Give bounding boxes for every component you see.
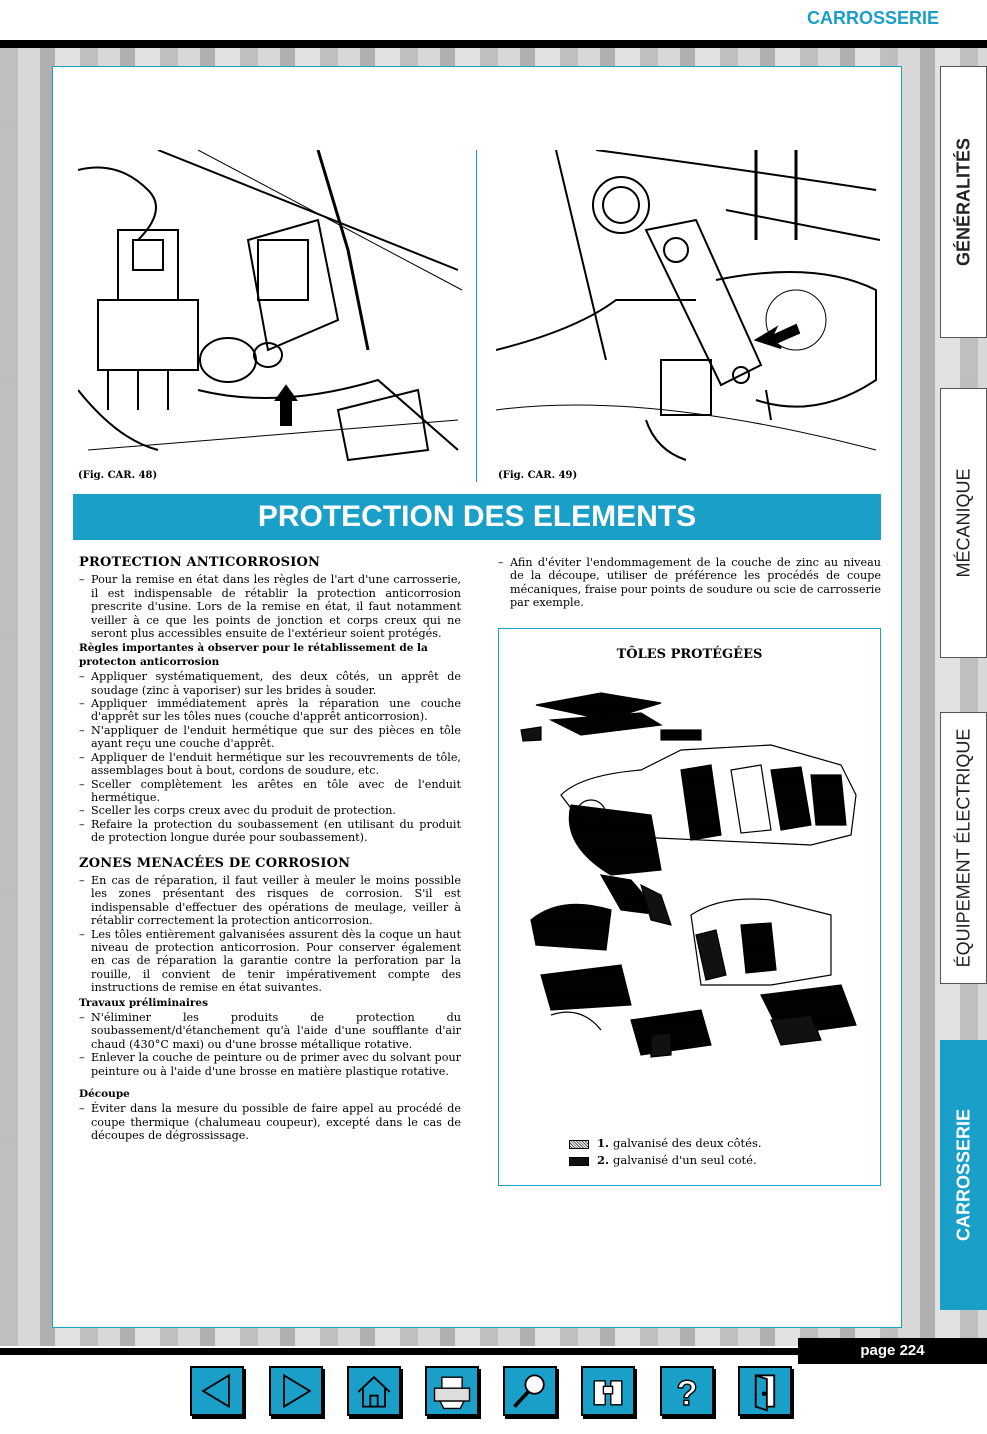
legend-number: 1. (597, 1136, 610, 1150)
subheading-travaux: Travaux préliminaires (79, 996, 209, 1009)
tab-equipement-electrique[interactable] (940, 712, 987, 984)
home-icon (349, 1368, 399, 1414)
print-button[interactable] (425, 1366, 479, 1416)
prelim-list (79, 1011, 461, 1078)
next-page-button[interactable] (269, 1366, 323, 1416)
legend-item (569, 1152, 762, 1169)
legend-text: galvanisé des deux côtés. (613, 1136, 762, 1150)
legend-number: 2. (597, 1153, 610, 1167)
subheading-decoupe: Découpe (79, 1088, 130, 1101)
figure-caption: (Fig. CAR. 48) (78, 470, 158, 481)
binoculars-icon (583, 1368, 633, 1414)
list-item: – Sceller les corps creux avec du produit de protection. (79, 804, 461, 817)
tab-label: GÉNÉRALITÉS (953, 137, 973, 267)
zones-list (79, 874, 461, 995)
question-icon (662, 1368, 712, 1414)
toles-protegees-box (498, 628, 881, 1186)
section-header: CARROSSERIE (806, 8, 939, 28)
search-button[interactable] (503, 1366, 557, 1416)
help-button[interactable] (660, 1366, 714, 1416)
top-rule (0, 40, 987, 48)
legend-swatch-solid (569, 1157, 589, 1166)
subheading-regles: Règles importantes à observer pour le rétablissement de la protecton anticorrosion (79, 642, 428, 668)
list-item: – Afin d'éviter l'endommagement de la couche de zinc au niveau de la découpe, utiliser de préférence les procédés de coupe mécaniques, fraise pour points de soudure ou scie de carrosserie par exemple. (498, 556, 881, 610)
list-item: – N'appliquer de l'enduit hermétique que sur des pièces en tôle ayant reçu une couche d'apprêt. (79, 724, 461, 751)
legend-text: galvanisé d'un seul coté. (613, 1153, 757, 1167)
left-text-column (79, 556, 461, 1143)
tab-carrosserie[interactable] (940, 1040, 987, 1310)
magnifier-icon (505, 1368, 555, 1414)
arrow-right-icon (271, 1368, 321, 1414)
tab-label: CARROSSERIE (953, 1108, 973, 1242)
legend-item (569, 1135, 762, 1152)
figure-caption: (Fig. CAR. 49) (498, 470, 578, 481)
rules-list (79, 670, 461, 844)
list-item: – N'éliminer les produits de protection du soubassement/d'étanchement qu'à l'aide d'une soufflante d'air chaud (430°C maxi) ou d'une brosse métallique rotative. (79, 1011, 461, 1051)
tab-label: ÉQUIPEMENT ÉLECTRIQUE (953, 728, 973, 968)
exit-button[interactable] (738, 1366, 792, 1416)
list-item: – Sceller complètement les arêtes en tôle avec de l'enduit hermétique. (79, 778, 461, 805)
list-item: – Appliquer systématiquement, des deux côtés, un apprêt de soudage (zinc à vaporiser) sur les brides à souder. (79, 670, 461, 697)
page-number: page 224 (798, 1338, 987, 1364)
right-text-column (498, 556, 881, 610)
arrow-left-icon (192, 1368, 242, 1414)
figure-car-48 (78, 150, 462, 468)
column-divider (476, 150, 477, 482)
section-banner: PROTECTION DES ELEMENTS (73, 494, 881, 540)
list-item: – Appliquer de l'enduit hermétique sur les recouvrements de tôle, assemblages bout à bout, cordons de soudure, etc. (79, 751, 461, 778)
legend-swatch-dotted (569, 1140, 589, 1149)
list-item: – Éviter dans la mesure du possible de faire appel au procédé de coupe thermique (chalumeau coupeur), excepté dans le cas de découpes de dégrossissage. (79, 1102, 461, 1142)
box-title: TÔLES PROTÉGÉES (616, 647, 763, 662)
heading-zones-menacees: ZONES MENACÉES DE CORROSION (79, 855, 351, 871)
list-item: – Refaire la protection du soubassement (en utilisant du produit de protection longue durée pour soubassement). (79, 818, 461, 845)
car-body-exploded-diagram (511, 675, 869, 1075)
legend (569, 1135, 762, 1169)
list-item: – Les tôles entièrement galvanisées assurent dès la coque un haut niveau de protection anticorrosion. Pour conserver également en cas de réparation la garantie contre la perforation par la rouille, il convient de tenir impérativement compte des instructions de remise en état suivantes. (79, 928, 461, 995)
list-item: – Pour la remise en état dans les règles de l'art d'une carrosserie, il est indispensable de rétablir la protection anticorrosion prescrite d'usine. Lors de la remise en état, il faut notamment veiller à ce que les points de jonction et corps creux qui ne seront plus accessibles ensuite de l'extérieur soient protégés. (79, 573, 461, 640)
printer-icon (427, 1368, 477, 1414)
list-item: – Enlever la couche de peinture ou de primer avec du solvant pour peinture ou à l'aide d'une brosse en matière plastique rotative. (79, 1051, 461, 1078)
right-list (498, 556, 881, 610)
figure-car-49 (496, 150, 880, 468)
svg-text:?: ? (676, 1373, 698, 1413)
tab-label: MÉCANIQUE (953, 468, 973, 578)
door-exit-icon (740, 1368, 790, 1414)
tab-generalites[interactable] (940, 66, 987, 338)
list-item: – Appliquer immédiatement après la réparation une couche d'apprêt sur les tôles nues (couche d'apprêt anticorrosion). (79, 697, 461, 724)
list-item: – En cas de réparation, il faut veiller à meuler le moins possible les zones présentant des risques de corrosion. S'il est indispensable d'effectuer des opérations de meulage, veiller à rétablir correctement la protection anticorrosion. (79, 874, 461, 928)
decoupe-list (79, 1102, 461, 1142)
intro-list (79, 573, 461, 640)
index-button[interactable] (581, 1366, 635, 1416)
tab-mecanique[interactable] (940, 388, 987, 658)
heading-protection-anticorrosion: PROTECTION ANTICORROSION (79, 555, 321, 570)
previous-page-button[interactable] (190, 1366, 244, 1416)
home-button[interactable] (347, 1366, 401, 1416)
